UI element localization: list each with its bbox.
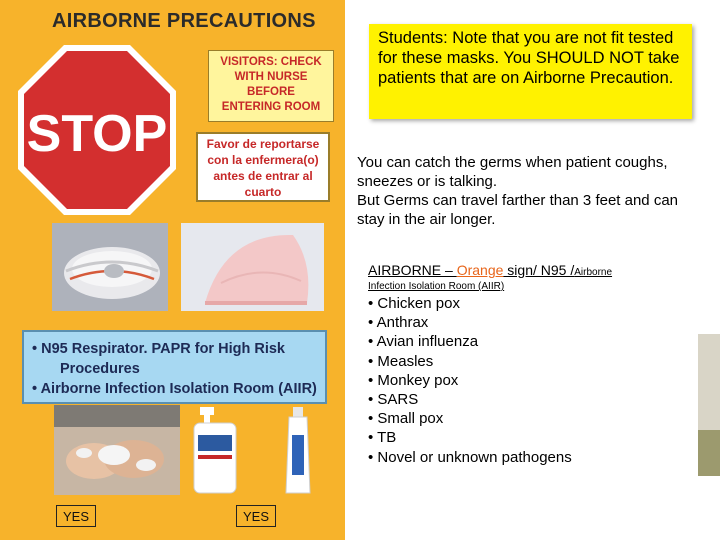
list-item: • TB — [368, 429, 397, 447]
airborne-subheading: Infection Isolation Room (AIIR) — [368, 281, 505, 292]
airborne-small: Airborne — [574, 267, 613, 278]
germ-transmission-text — [357, 153, 707, 229]
list-item: • Small pox — [368, 410, 444, 428]
lotion-tube-image — [280, 405, 316, 495]
list-item: • Chicken pox — [368, 295, 460, 312]
poster-title: AIRBORNE PRECAUTIONS — [52, 10, 316, 32]
visitor-notice-line: VISITORS: CHECK — [220, 56, 322, 68]
student-note: Students: Note that you are not fit tested for these masks. You SHOULD NOT take patients that are on Airborne Precaution. — [369, 24, 692, 119]
yes-label: YES — [236, 505, 276, 527]
spanish-notice-line: Favor de reportarse — [206, 137, 320, 151]
info-line: • N95 Respirator. PAPR for High Risk — [32, 341, 285, 357]
germ-line: You can catch the germs when patient coughs, sneezes or is talking. — [357, 154, 668, 190]
list-item: • Novel or unknown pathogens — [368, 448, 572, 466]
precaution-info-box — [22, 330, 327, 404]
visitor-notice-line: BEFORE — [247, 86, 295, 98]
hand-washing-image — [54, 405, 180, 495]
spanish-notice-line: cuarto — [244, 185, 282, 199]
visitor-notice — [208, 50, 334, 122]
info-line: Procedures — [60, 361, 140, 377]
decorative-side-bar — [698, 430, 720, 476]
list-item: • Measles — [368, 352, 434, 370]
surgical-cap-image — [181, 223, 324, 311]
airborne-precautions-poster — [0, 0, 345, 540]
decorative-side-bar — [698, 334, 720, 430]
stop-sign-icon — [16, 43, 178, 218]
list-item: • SARS — [368, 391, 419, 409]
yes-label: YES — [56, 505, 96, 527]
spanish-notice-line: con la enfermera(o) — [207, 153, 319, 167]
orange-sign-text: Orange — [456, 262, 504, 278]
airborne-prefix: AIRBORNE – — [368, 262, 457, 278]
germ-line: But Germs can travel farther than 3 feet and can stay in the air longer. — [357, 192, 679, 228]
info-line: • Airborne Infection Isolation Room (AIIR) — [32, 381, 317, 397]
n95-respirator-image — [52, 223, 168, 311]
airborne-heading — [368, 262, 708, 281]
hand-sanitizer-bottle-image — [190, 405, 240, 495]
visitor-notice-line: ENTERING ROOM — [221, 101, 321, 113]
list-item: • Avian influenza — [368, 333, 479, 351]
airborne-middle: sign/ N95 / — [503, 262, 575, 278]
visitor-notice-line: WITH NURSE — [234, 71, 308, 83]
spanish-notice-line: antes de entrar al — [213, 169, 313, 183]
spanish-notice — [196, 132, 330, 202]
list-item: • Monkey pox — [368, 371, 459, 389]
disease-list — [368, 294, 572, 467]
stop-sign-text: STOP — [26, 105, 168, 163]
list-item: • Anthrax — [368, 314, 429, 332]
